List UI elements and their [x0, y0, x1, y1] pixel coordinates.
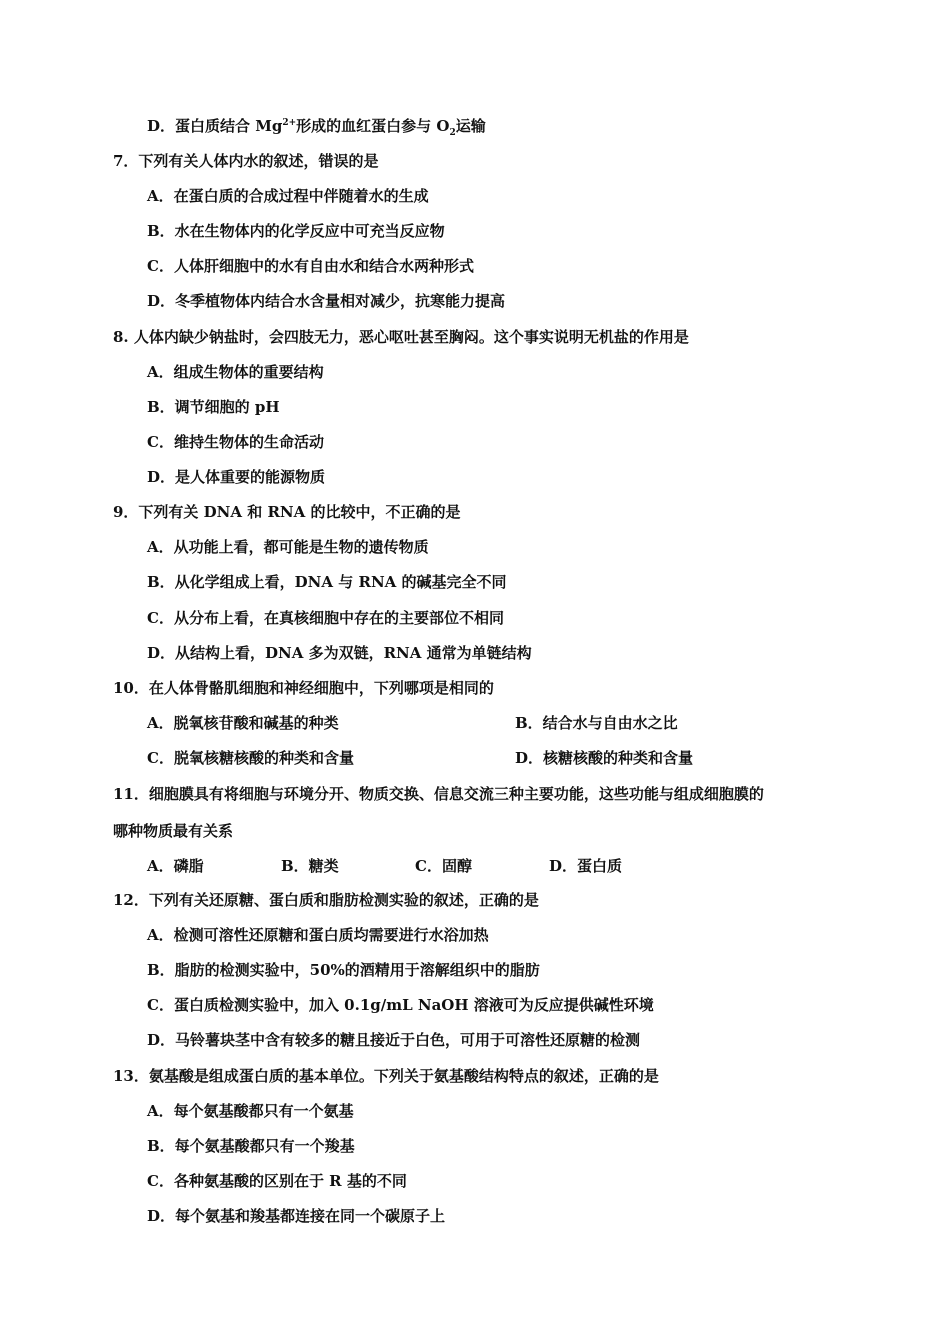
- option-text: 形成的血红蛋白参与 O: [296, 117, 450, 135]
- question-8-stem: 8. 人体内缺少钠盐时，会四肢无力，恶心呕吐甚至胸闷。这个事实说明无机盐的作用是: [113, 328, 689, 346]
- question-10-option-a: A．脱氧核苷酸和碱基的种类: [147, 714, 339, 732]
- question-13-stem: 13．氨基酸是组成蛋白质的基本单位。下列关于氨基酸结构特点的叙述，正确的是: [113, 1067, 659, 1085]
- question-7-option-a: A．在蛋白质的合成过程中伴随着水的生成: [147, 187, 429, 205]
- question-11-option-a: A．磷脂: [147, 857, 204, 875]
- option-text: D．蛋白质结合 Mg: [147, 117, 283, 135]
- question-12-stem: 12．下列有关还原糖、蛋白质和脂肪检测实验的叙述，正确的是: [113, 891, 539, 909]
- question-10-option-b: B．结合水与自由水之比: [515, 714, 678, 732]
- option-text: 运输: [455, 117, 486, 135]
- question-8-option-c: C．维持生物体的生命活动: [147, 433, 324, 451]
- question-11-stem-continued: 哪种物质最有关系: [113, 822, 234, 840]
- question-8-option-a: A．组成生物体的重要结构: [147, 363, 324, 381]
- question-10-option-d: D．核糖核酸的种类和含量: [515, 749, 694, 767]
- question-9-stem: 9．下列有关 DNA 和 RNA 的比较中，不正确的是: [113, 503, 461, 521]
- question-9-option-b: B．从化学组成上看，DNA 与 RNA 的碱基完全不同: [147, 573, 507, 591]
- question-9-option-d: D．从结构上看，DNA 多为双链，RNA 通常为单链结构: [147, 644, 532, 662]
- question-12-option-c: C．蛋白质检测实验中，加入 0.1g/mL NaOH 溶液可为反应提供碱性环境: [147, 996, 654, 1014]
- question-8-option-d: D．是人体重要的能源物质: [147, 468, 326, 486]
- question-11-option-b: B．糖类: [281, 857, 339, 875]
- question-12-option-d: D．马铃薯块茎中含有较多的糖且接近于白色，可用于可溶性还原糖的检测: [147, 1031, 641, 1049]
- question-7-option-c: C．人体肝细胞中的水有自由水和结合水两种形式: [147, 257, 474, 275]
- question-11-option-c: C．固醇: [415, 857, 472, 875]
- question-12-option-a: A．检测可溶性还原糖和蛋白质均需要进行水浴加热: [147, 926, 489, 944]
- question-13-option-d: D．每个氨基和羧基都连接在同一个碳原子上: [147, 1207, 446, 1225]
- question-6-option-d: [147, 116, 486, 136]
- question-10-option-c: C．脱氧核糖核酸的种类和含量: [147, 749, 354, 767]
- question-13-option-c: C．各种氨基酸的区别在于 R 基的不同: [147, 1172, 407, 1190]
- question-11-option-d: D．蛋白质: [549, 857, 623, 875]
- subscript: 2: [449, 128, 456, 138]
- question-9-option-c: C．从分布上看，在真核细胞中存在的主要部位不相同: [147, 609, 504, 627]
- question-10-stem: 10．在人体骨骼肌细胞和神经细胞中，下列哪项是相同的: [113, 679, 494, 697]
- question-7-option-b: B．水在生物体内的化学反应中可充当反应物: [147, 222, 445, 240]
- question-9-option-a: A．从功能上看，都可能是生物的遗传物质: [147, 538, 429, 556]
- question-7-option-d: D．冬季植物体内结合水含量相对减少，抗寒能力提高: [147, 292, 506, 310]
- question-7-stem: 7．下列有关人体内水的叙述，错误的是: [113, 152, 379, 170]
- question-8-option-b: B．调节细胞的 pH: [147, 398, 280, 416]
- question-11-stem: 11．细胞膜具有将细胞与环境分开、物质交换、信息交流三种主要功能，这些功能与组成细胞膜的: [113, 785, 764, 803]
- question-12-option-b: B．脂肪的检测实验中，50%的酒精用于溶解组织中的脂肪: [147, 961, 540, 979]
- question-13-option-a: A．每个氨基酸都只有一个氨基: [147, 1102, 354, 1120]
- question-13-option-b: B．每个氨基酸都只有一个羧基: [147, 1137, 355, 1155]
- superscript: 2+: [282, 118, 297, 128]
